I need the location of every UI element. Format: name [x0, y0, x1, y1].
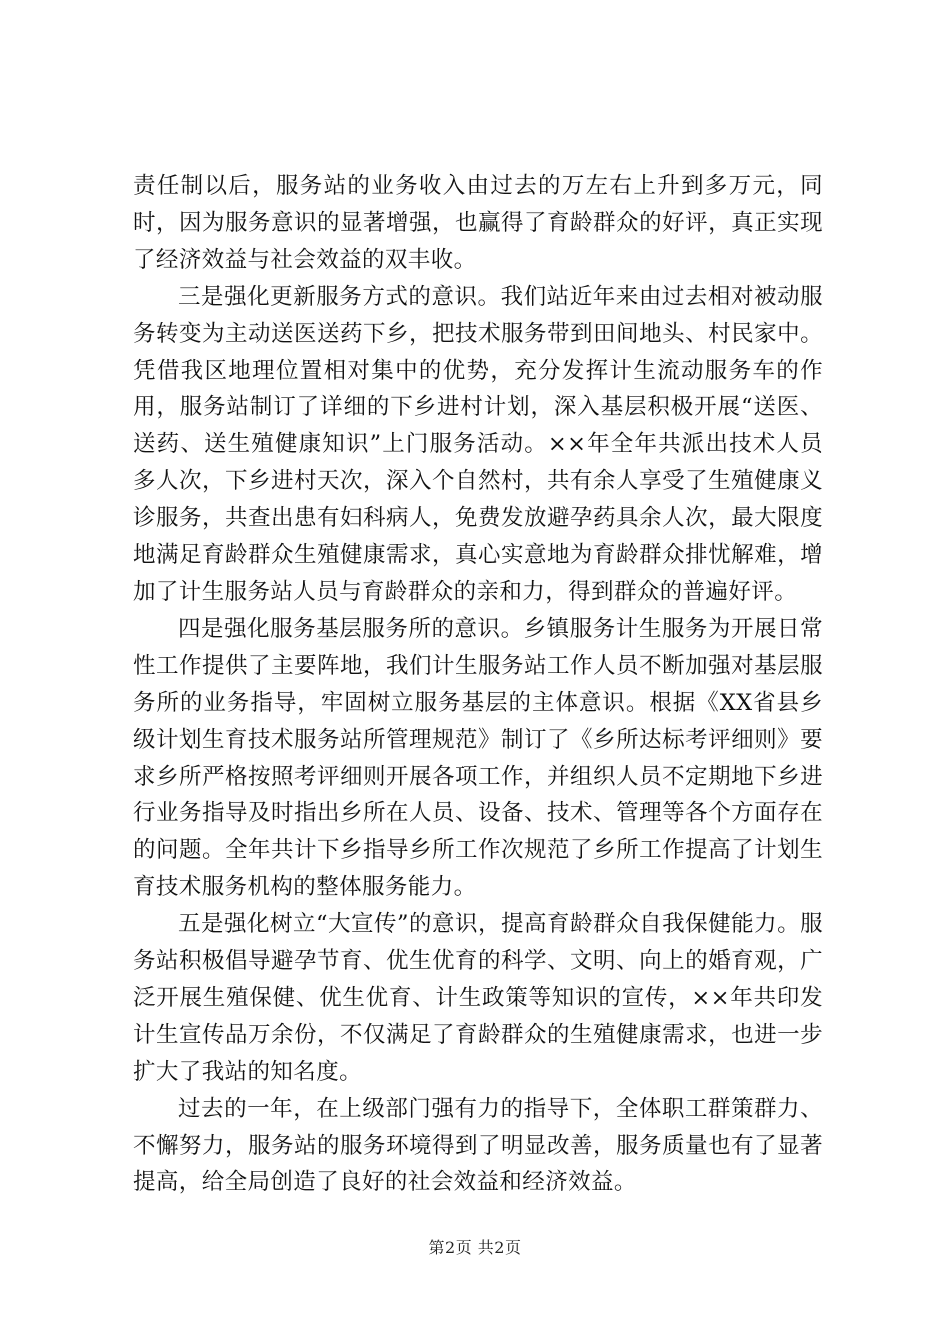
- paragraph-3: 四是强化服务基层服务所的意识。乡镇服务计生服务为开展日常性工作提供了主要阵地，我们计生服务站工作人员不断加强对基层服务所的业务指导，牢固树立服务基层的主体意识。根据《XX省县乡级计划生育技术服务站所管理规范》制订了《乡所达标考评细则》要求乡所严格按照考评细则开展各项工作，并组织人员不定期地下乡进行业务指导及时指出乡所在人员、设备、技术、管理等各个方面存在的问题。全年共计下乡指导乡所工作次规范了乡所工作提高了计划生育技术服务机构的整体服务能力。: [133, 615, 823, 901]
- page-number-footer: 第2页 共2页: [428, 1238, 522, 1257]
- paragraph-1: 责任制以后，服务站的业务收入由过去的万左右上升到多万元，同时，因为服务意识的显著增强，也赢得了育龄群众的好评，真正实现了经济效益与社会效益的双丰收。: [133, 173, 823, 273]
- paragraph-5: 过去的一年，在上级部门强有力的指导下，全体职工群策群力、不懈努力，服务站的服务环境得到了明显改善，服务质量也有了显著提高，给全局创造了良好的社会效益和经济效益。: [133, 1095, 823, 1196]
- paragraph-2: 三是强化更新服务方式的意识。我们站近年来由过去相对被动服务转变为主动送医送药下乡，把技术服务带到田间地头、村民家中。凭借我区地理位置相对集中的优势，充分发挥计生流动服务车的作用，服务站制订了详细的下乡进村计划，深入基层积极开展“送医、送药、送生殖健康知识”上门服务活动。××年全年共派出技术人员多人次，下乡进村天次，深入个自然村，共有余人享受了生殖健康义诊服务，共查出患有妇科病人，免费发放避孕药具余人次，最大限度地满足育龄群众生殖健康需求，真心实意地为育龄群众排忧解难，增加了计生服务站人员与育龄群众的亲和力，得到群众的普遍好评。: [133, 283, 823, 605]
- paragraph-4: 五是强化树立“大宣传”的意识，提高育龄群众自我保健能力。服务站积极倡导避孕节育、优生优育的科学、文明、向上的婚育观，广泛开展生殖保健、优生优育、计生政策等知识的宣传，××年共印发计生宣传品万余份，不仅满足了育龄群众的生殖健康需求，也进一步扩大了我站的知名度。: [133, 911, 823, 1085]
- document-body: [133, 168, 823, 1201]
